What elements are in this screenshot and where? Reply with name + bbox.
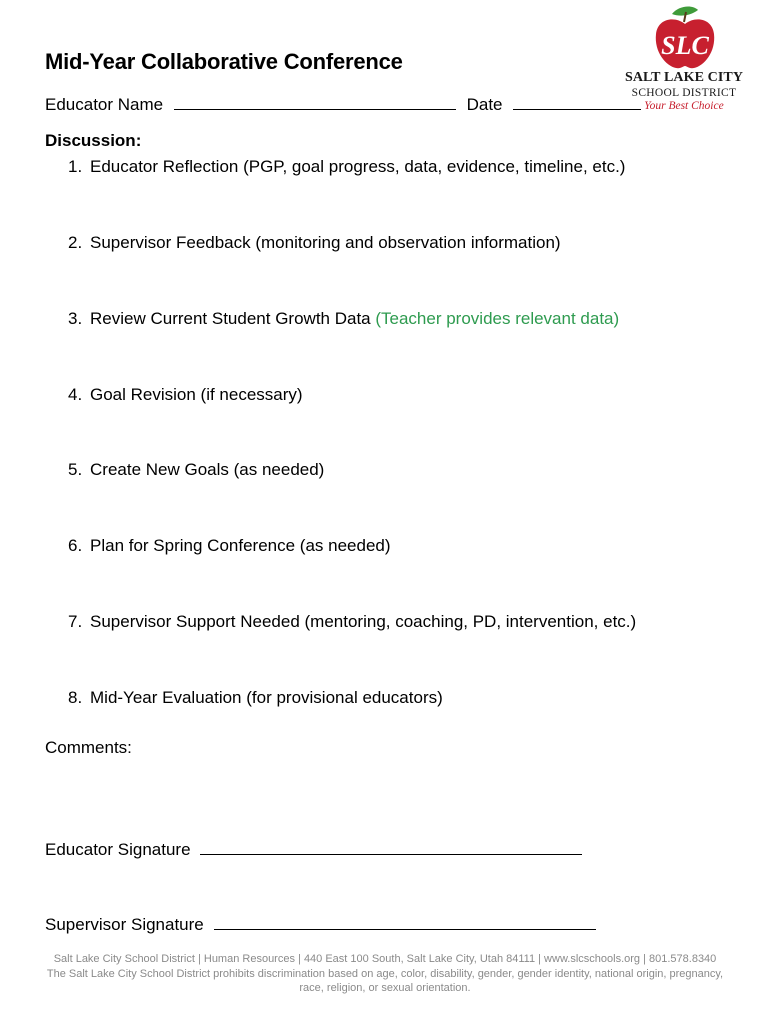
- logo-name: SALT LAKE CITY: [624, 70, 744, 85]
- footer-contact: Salt Lake City School District | Human Resources | 440 East 100 South, Salt Lake City, Utah 84111 | www.slcschools.org | 801.578.8340: [53, 953, 717, 965]
- footer: [0, 952, 770, 996]
- list-item: 5. Create New Goals (as needed): [68, 460, 325, 479]
- page-title: Mid-Year Collaborative Conference: [45, 49, 403, 74]
- educator-signature-field[interactable]: [200, 839, 582, 855]
- list-item: 7. Supervisor Support Needed (mentoring, coaching, PD, intervention, etc.): [68, 612, 637, 631]
- educator-name-label: Educator Name: [45, 95, 164, 114]
- educator-name-field[interactable]: [174, 94, 456, 110]
- supervisor-signature-label: Supervisor Signature: [45, 915, 204, 934]
- date-label: Date: [466, 95, 503, 114]
- footer-policy-cont: race, religion, or sexual orientation.: [299, 982, 471, 994]
- educator-date-row: [45, 94, 641, 115]
- comments-label: Comments:: [45, 738, 132, 757]
- list-item: 3. Review Current Student Growth Data (Teacher provides relevant data): [68, 309, 620, 328]
- educator-signature-label: Educator Signature: [45, 840, 191, 859]
- logo-monogram: SLC: [661, 31, 709, 60]
- supervisor-signature-field[interactable]: [214, 914, 596, 930]
- logo-tagline: Your Best Choice: [644, 100, 724, 112]
- list-item: 8. Mid-Year Evaluation (for provisional educators): [68, 688, 443, 707]
- logo-subtitle: SCHOOL DISTRICT: [631, 87, 737, 99]
- list-item: 4. Goal Revision (if necessary): [68, 385, 303, 404]
- discussion-heading: Discussion:: [45, 131, 142, 150]
- teacher-note: (Teacher provides relevant data): [375, 309, 620, 328]
- list-item: 2. Supervisor Feedback (monitoring and observation information): [68, 233, 561, 252]
- list-item: 6. Plan for Spring Conference (as needed): [68, 536, 391, 555]
- footer-policy: The Salt Lake City School District prohibits discrimination based on age, color, disability, gender, gender identity, national origin, pregnancy,: [46, 967, 724, 980]
- supervisor-signature-row: [45, 914, 596, 935]
- date-field[interactable]: [513, 94, 641, 110]
- list-item: 1. Educator Reflection (PGP, goal progress, data, evidence, timeline, etc.): [68, 157, 626, 176]
- educator-signature-row: [45, 839, 582, 860]
